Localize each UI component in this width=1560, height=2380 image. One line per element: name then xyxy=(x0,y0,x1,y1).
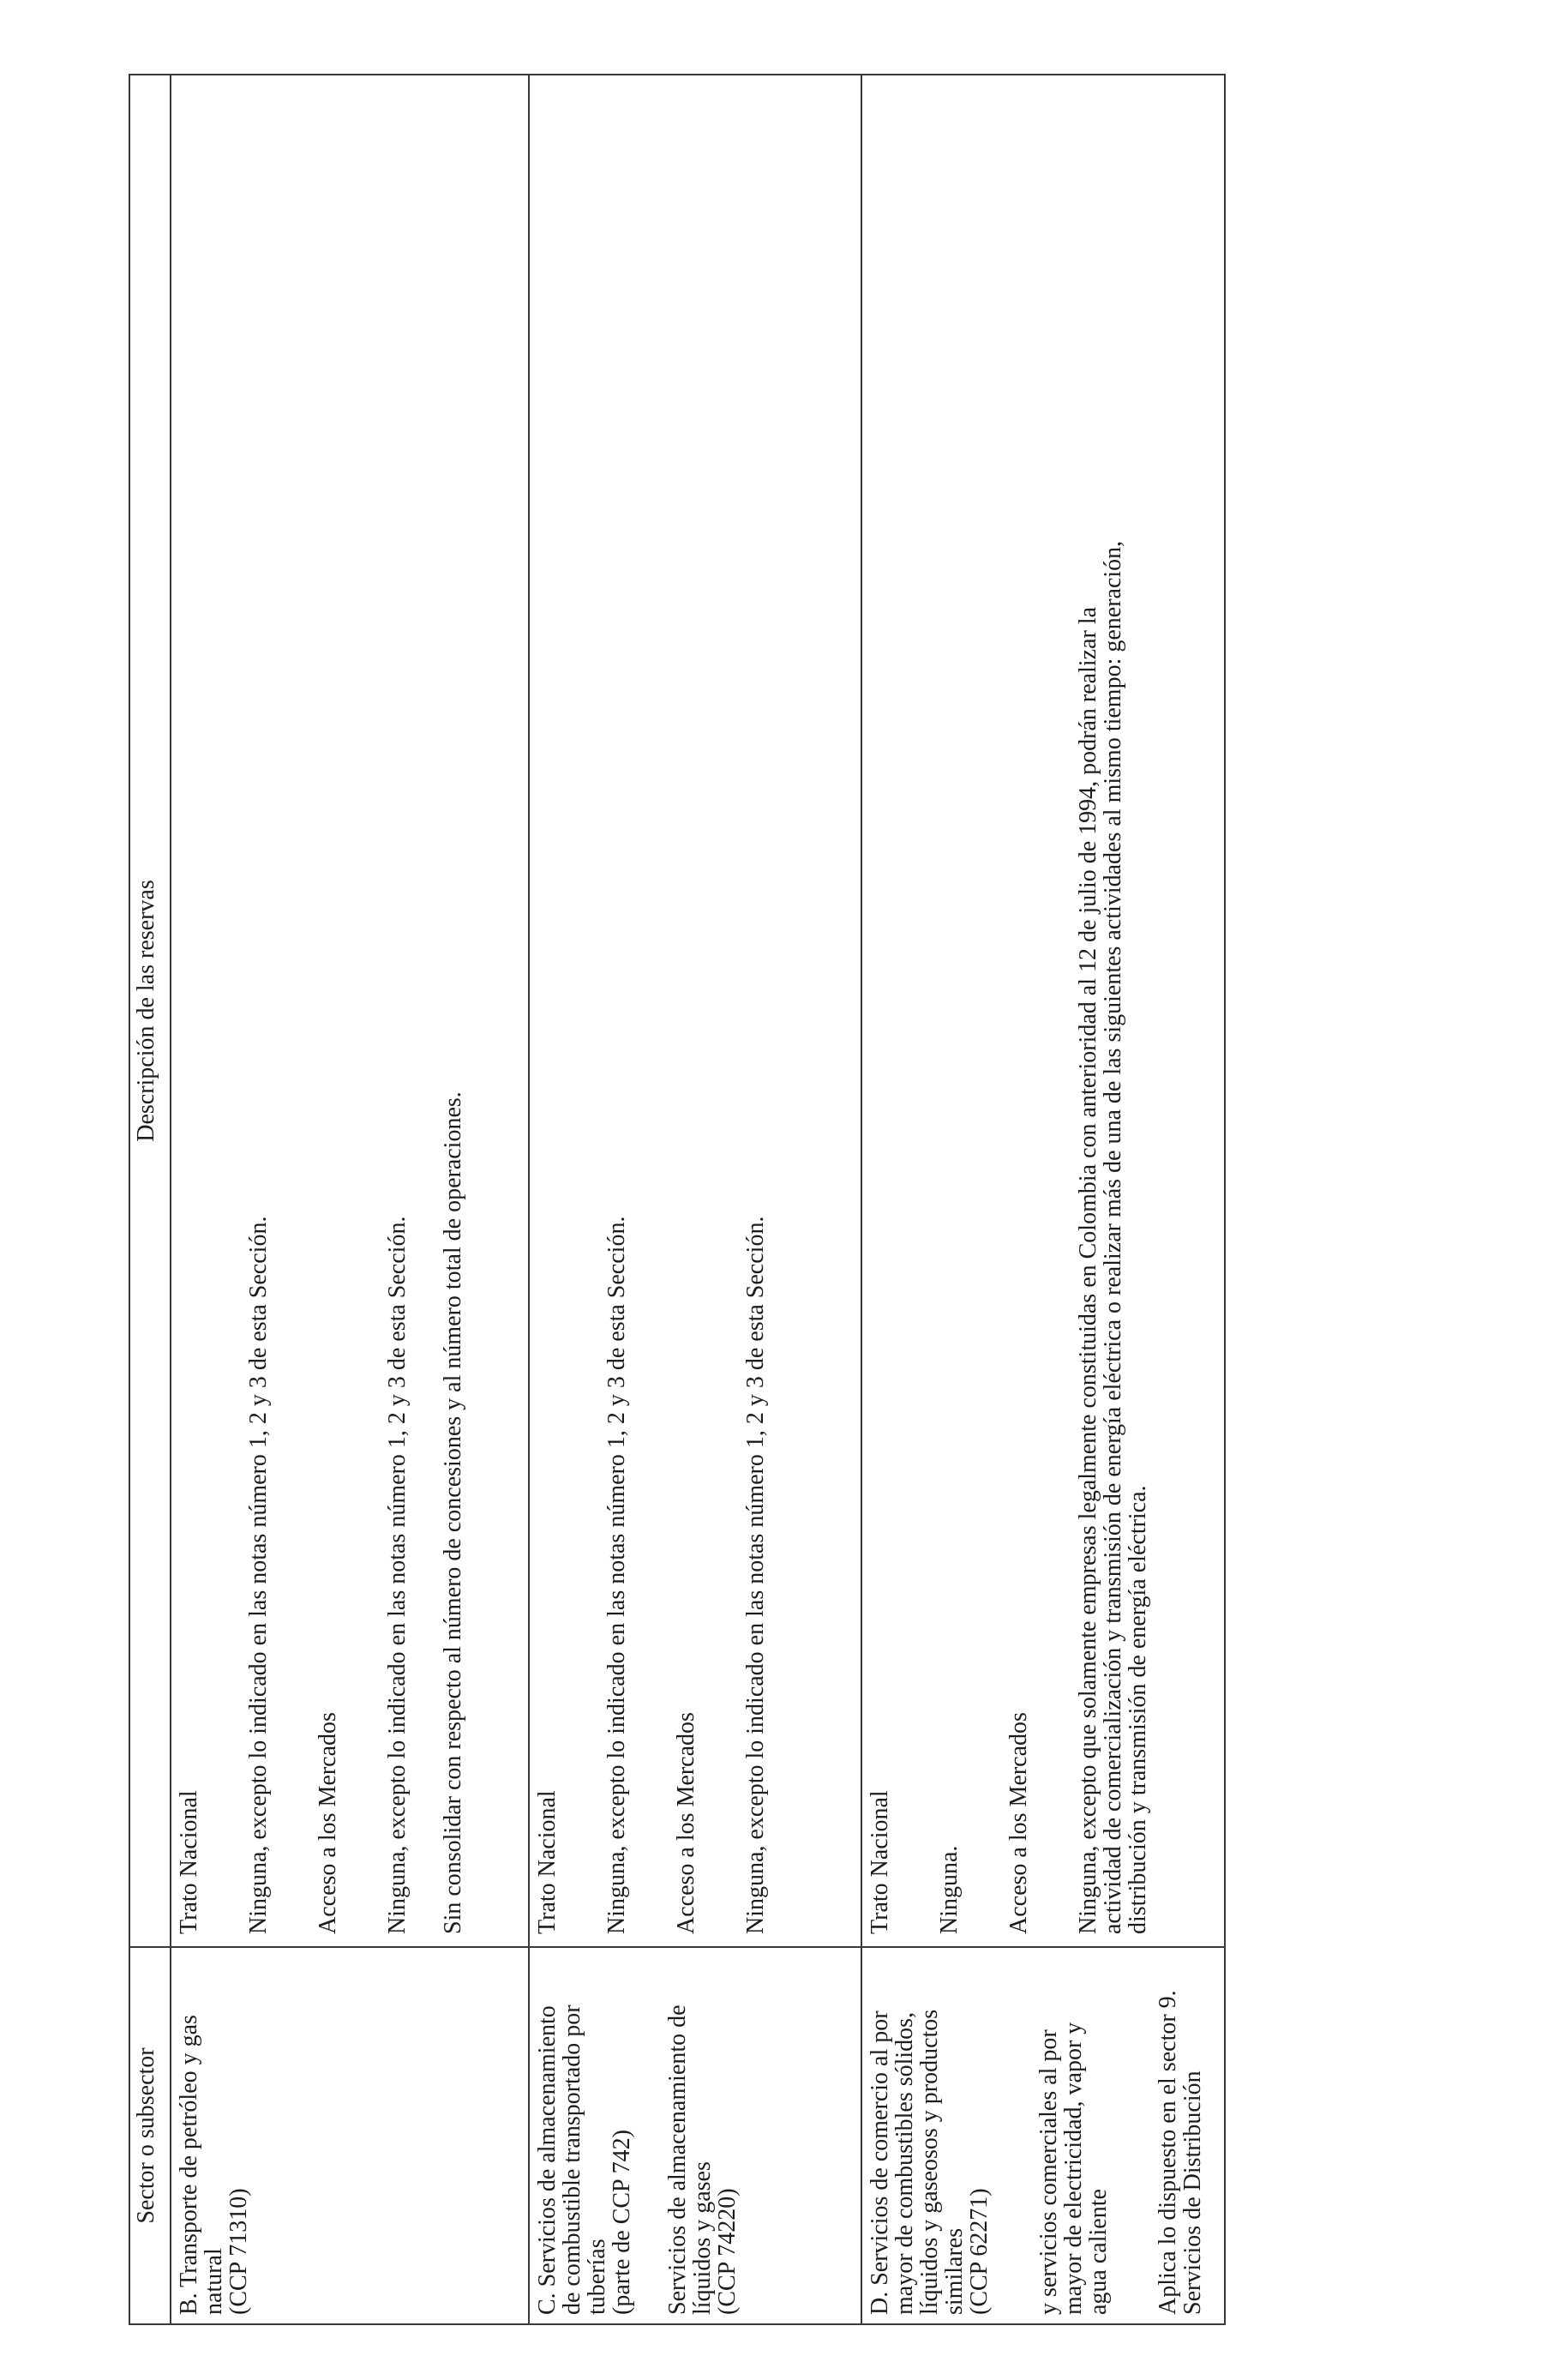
header-description: Descripción de las reservas xyxy=(129,75,171,1947)
sector-line: B. Transporte de petróleo y gas xyxy=(176,2015,202,2315)
sector-line: similares xyxy=(941,2227,968,2315)
reservations-table xyxy=(129,74,1226,2325)
sector-line: (CCP 74220) xyxy=(714,2188,741,2315)
header-sector: Sector o subsector xyxy=(129,1947,171,2324)
sector-line: Aplica lo dispuesto en el sector 9. xyxy=(1155,1990,1181,2315)
acceso-mercados-heading: Acceso a los Mercados xyxy=(1005,1712,1032,1934)
sector-cell xyxy=(529,1947,861,2324)
description-cell xyxy=(861,75,1225,1947)
sector-line: (CCP 62271) xyxy=(966,2188,993,2315)
sector-line: natural xyxy=(201,2248,227,2315)
sector-line: Servicios de Distribución xyxy=(1179,2070,1206,2315)
table-row xyxy=(171,75,529,2324)
table-row xyxy=(529,75,861,2324)
sector-line: D. Servicios de comercio al por xyxy=(867,2010,893,2315)
acceso-mercados-line: distribución y transmisión de energía eléctrica. xyxy=(1125,1485,1151,1934)
trato-nacional-text: Ninguna, excepto lo indicado en las notas número 1, 2 y 3 de esta Sección. xyxy=(245,1216,272,1934)
trato-nacional-text: Ninguna. xyxy=(936,1845,963,1934)
trato-nacional-heading: Trato Nacional xyxy=(534,1790,561,1934)
table-row xyxy=(861,75,1225,2324)
sector-line: líquidos y gases xyxy=(689,2161,716,2315)
header-row xyxy=(129,75,171,2324)
acceso-mercados-heading: Acceso a los Mercados xyxy=(315,1712,341,1934)
acceso-mercados-heading: Acceso a los Mercados xyxy=(673,1712,699,1934)
concessions-text: Sin consolidar con respecto al número de concesiones y al número total de operaciones. xyxy=(440,1091,466,1934)
trato-nacional-heading: Trato Nacional xyxy=(176,1790,202,1934)
description-cell xyxy=(529,75,861,1947)
sector-line: Servicios de almacenamiento de xyxy=(664,2004,691,2315)
sector-line: C. Servicios de almacenamiento xyxy=(534,2005,561,2315)
sector-cell xyxy=(171,1947,529,2324)
sector-cell xyxy=(861,1947,1225,2324)
description-cell xyxy=(171,75,529,1947)
trato-nacional-heading: Trato Nacional xyxy=(867,1790,893,1934)
acceso-mercados-line: Ninguna, excepto que solamente empresas legalmente constituidas en Colombia con anterioridad al 12 de julio de 1994, podrán realizar la xyxy=(1075,606,1101,1934)
sector-line: (CCP 71310) xyxy=(225,2188,252,2315)
sector-line: y servicios comerciales al por xyxy=(1035,2029,1062,2315)
trato-nacional-text: Ninguna, excepto lo indicado en las notas número 1, 2 y 3 de esta Sección. xyxy=(603,1216,630,1934)
acceso-mercados-text: Ninguna, excepto lo indicado en las notas número 1, 2 y 3 de esta Sección. xyxy=(384,1216,411,1934)
sector-line: mayor de combustibles sólidos, xyxy=(891,2011,918,2315)
acceso-mercados-line: actividad de comercialización y transmisión de energía eléctrica o realizar más de una de las siguientes actividades al mismo tiempo: generación, xyxy=(1100,540,1126,1934)
sector-line: líquidos y gaseosos y productos xyxy=(916,2009,943,2315)
sector-line: agua caliente xyxy=(1085,2189,1112,2315)
sector-line: tuberías xyxy=(584,2239,610,2315)
acceso-mercados-text: Ninguna, excepto lo indicado en las notas número 1, 2 y 3 de esta Sección. xyxy=(742,1216,769,1934)
sector-line: (parte de CCP 742) xyxy=(609,2130,635,2315)
sector-line: mayor de electricidad, vapor y xyxy=(1060,2022,1087,2315)
sector-line: de combustible transportado por xyxy=(559,2004,585,2315)
